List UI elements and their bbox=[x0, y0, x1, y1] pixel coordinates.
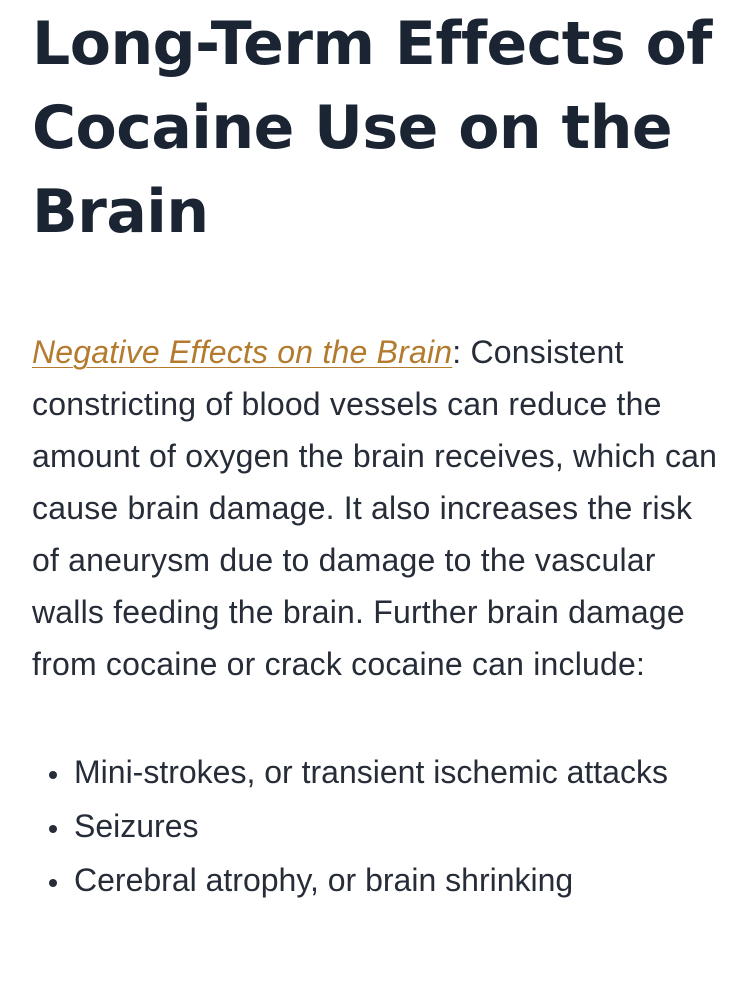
list-item: • Seizures bbox=[72, 800, 722, 852]
list-item: • Cerebral atrophy, or brain shrinking bbox=[72, 854, 722, 906]
article-content bbox=[32, 0, 722, 908]
effects-list bbox=[32, 746, 722, 906]
page-title: Long-Term Effects of Cocaine Use on the Brain bbox=[32, 9, 712, 247]
intro-paragraph bbox=[32, 326, 722, 690]
negative-effects-link[interactable]: Negative Effects on the Brain bbox=[32, 334, 453, 370]
paragraph-text: : Consistent constricting of blood vessels can reduce the amount of oxygen the brain receives, which can cause brain damage. It also increases the risk of aneurysm due to damage to the vascular walls feeding the brain. Further brain damage from cocaine or crack cocaine can include: bbox=[32, 334, 718, 682]
list-item: • Mini-strokes, or transient ischemic attacks bbox=[72, 746, 722, 798]
